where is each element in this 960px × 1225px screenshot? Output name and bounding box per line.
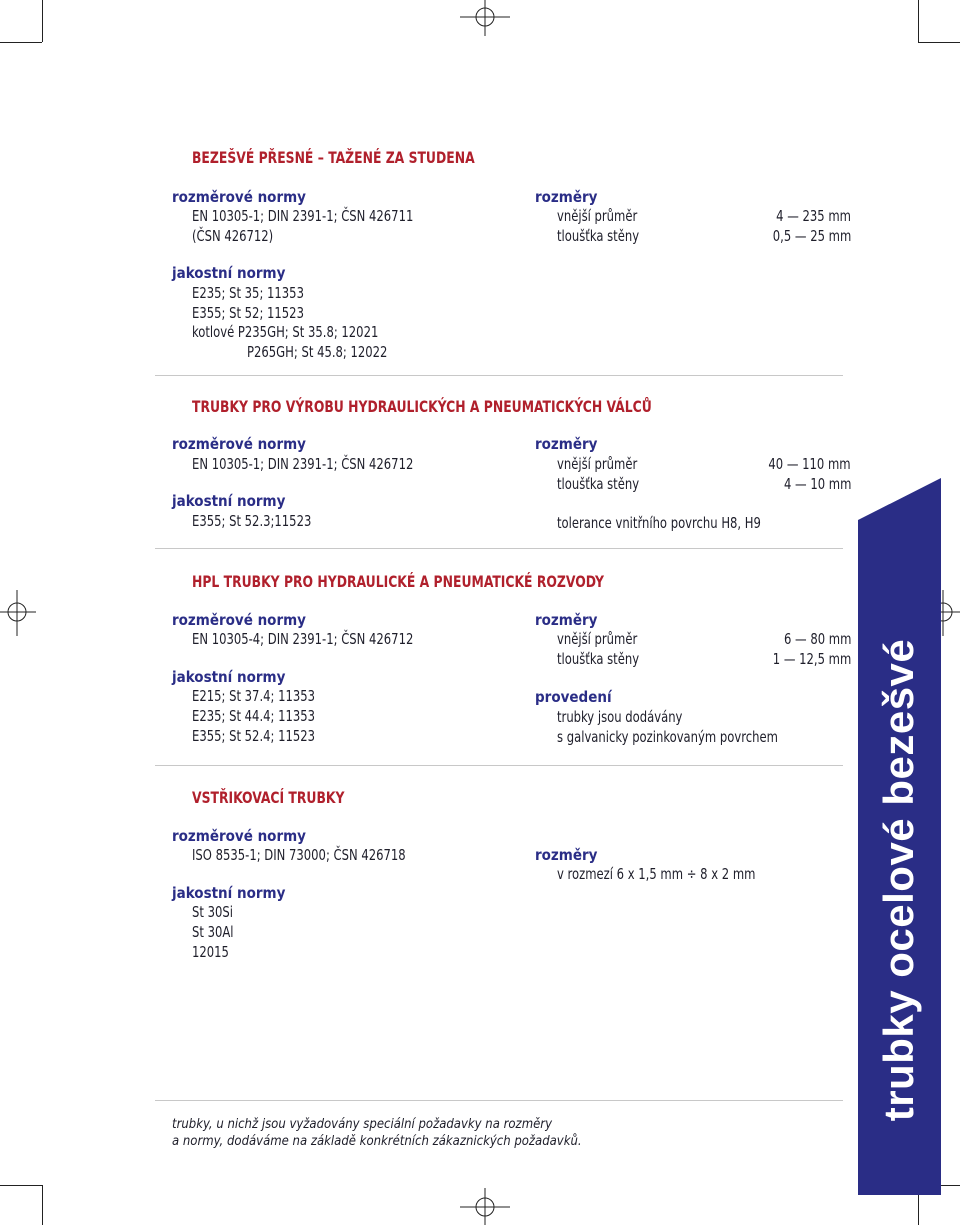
section-heading: TRUBKY PRO VÝROBU HYDRAULICKÝCH A PNEUMATICKÝCH VÁLCŮ — [192, 397, 652, 416]
quality-norms-line: E235; St 44.4; 11353 — [192, 707, 316, 725]
tolerance-text: tolerance vnitřního povrchu H8, H9 — [557, 514, 761, 532]
execution-label: provedení — [535, 688, 612, 706]
quality-norms-line: kotlové P235GH; St 35.8; 12021 — [192, 323, 379, 341]
dimension-norms-line: (ČSN 426712) — [192, 227, 274, 245]
dimension-value: 4 — 10 mm — [783, 475, 851, 493]
dimensions-label: rozměry — [535, 846, 598, 864]
dimension-value: 40 — 110 mm — [768, 455, 851, 473]
execution-line: trubky jsou dodávány — [557, 708, 683, 726]
section-divider — [155, 1100, 843, 1101]
section-divider — [155, 375, 843, 376]
dimension-norms-line: EN 10305-4; DIN 2391-1; ČSN 426712 — [192, 630, 414, 648]
section-heading: BEZEŠVÉ PŘESNÉ – TAŽENÉ ZA STUDENA — [192, 148, 475, 167]
section-heading: HPL TRUBKY PRO HYDRAULICKÉ A PNEUMATICKÉ ROZVODY — [192, 572, 604, 591]
quality-norms-line: E235; St 35; 11353 — [192, 284, 304, 302]
dimension-name: tloušťka stěny — [557, 227, 640, 245]
quality-norms-line: E215; St 37.4; 11353 — [192, 687, 316, 705]
quality-norms-line: 12015 — [192, 943, 229, 961]
quality-norms-label: jakostní normy — [172, 492, 286, 510]
dimensions-label: rozměry — [535, 611, 598, 629]
dimension-name: vnější průměr — [557, 630, 638, 648]
quality-norms-label: jakostní normy — [172, 884, 286, 902]
dimension-norms-label: rozměrové normy — [172, 827, 306, 845]
dimension-name: tloušťka stěny — [557, 650, 640, 668]
quality-norms-line: E355; St 52.3;11523 — [192, 512, 312, 530]
dimension-norms-label: rozměrové normy — [172, 188, 306, 206]
dimension-range: v rozmezí 6 x 1,5 mm ÷ 8 x 2 mm — [557, 865, 756, 883]
dimension-value: 0,5 — 25 mm — [772, 227, 851, 245]
dimension-norms-line: EN 10305-1; DIN 2391-1; ČSN 426712 — [192, 455, 414, 473]
quality-norms-label: jakostní normy — [172, 264, 286, 282]
dimension-norms-line: ISO 8535-1; DIN 73000; ČSN 426718 — [192, 846, 406, 864]
section-heading: VSTŘIKOVACÍ TRUBKY — [192, 788, 345, 807]
section-divider — [155, 765, 843, 766]
dimension-norms-line: EN 10305-1; DIN 2391-1; ČSN 426711 — [192, 207, 414, 225]
dimension-norms-label: rozměrové normy — [172, 435, 306, 453]
dimension-name: vnější průměr — [557, 455, 638, 473]
quality-norms-label: jakostní normy — [172, 668, 286, 686]
footnote-line: a normy, dodáváme na základě konkrétních zákaznických požadavků. — [172, 1134, 582, 1149]
side-title: trubky ocelové bezešvé — [875, 638, 922, 1122]
dimension-name: tloušťka stěny — [557, 475, 640, 493]
dimensions-label: rozměry — [535, 435, 598, 453]
dimension-value: 4 — 235 mm — [776, 207, 851, 225]
quality-norms-line: P265GH; St 45.8; 12022 — [247, 343, 388, 361]
dimension-norms-label: rozměrové normy — [172, 611, 306, 629]
section-divider — [155, 548, 843, 549]
footnote-line: trubky, u nichž jsou vyžadovány speciální požadavky na rozměry — [172, 1117, 553, 1132]
execution-line: s galvanicky pozinkovaným povrchem — [557, 728, 778, 746]
dimension-value: 6 — 80 mm — [783, 630, 851, 648]
dimensions-label: rozměry — [535, 188, 598, 206]
quality-norms-line: St 30Si — [192, 903, 233, 921]
dimension-name: vnější průměr — [557, 207, 638, 225]
dimension-value: 1 — 12,5 mm — [772, 650, 851, 668]
quality-norms-line: E355; St 52.4; 11523 — [192, 727, 316, 745]
quality-norms-line: E355; St 52; 11523 — [192, 304, 304, 322]
quality-norms-line: St 30Al — [192, 923, 234, 941]
